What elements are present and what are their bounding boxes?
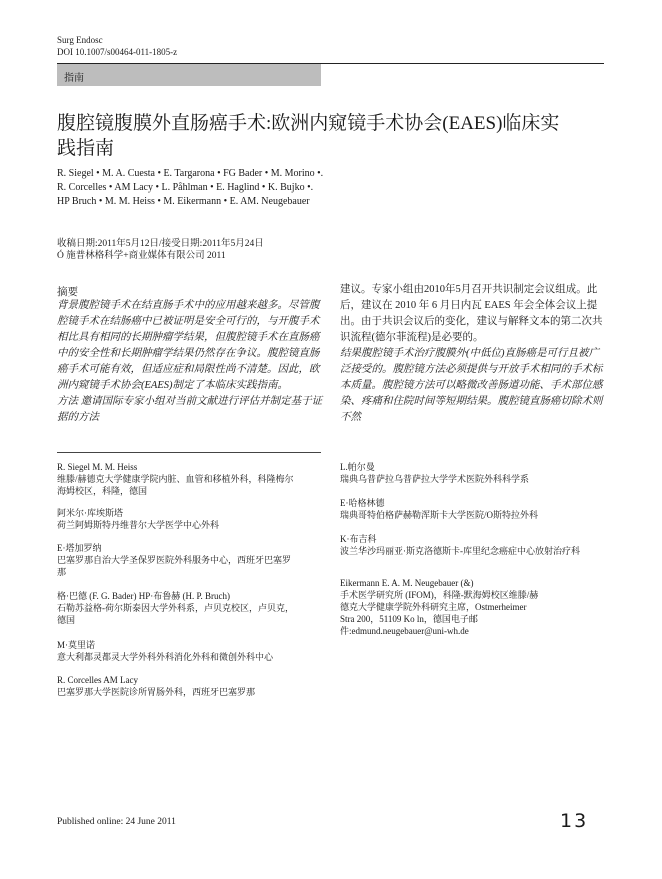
affiliation — [57, 461, 297, 497]
section-label: 指南 — [64, 73, 84, 84]
affiliation-name: E·哈格林德 — [340, 498, 385, 508]
affiliation-name: 阿米尔·库埃斯塔 — [57, 508, 123, 518]
abstract-continuation: 建议。专家小组由2010年5月召开共识制定会议组成。此后，建议在 2010 年 6 月日内瓦 EAES 年会全体会议上提出。由于共识会议后的变化，建议与解释文本的第二次共识流程(德尔菲流程)是必要的。 — [340, 284, 603, 343]
affiliation — [57, 590, 297, 626]
affiliation-text: 石勒苏益格-荷尔斯泰因大学外科系，卢贝克校区，卢贝克，德国 — [57, 603, 294, 625]
abstract-methods: 方法 邀请国际专家小组对当前文献进行评估并制定基于证据的方法 — [57, 396, 323, 423]
author-line: R. Siegel • M. A. Cuesta • E. Targarona • FG Bader • M. Morino •. — [57, 168, 324, 179]
affiliation-name: Eikermann E. A. M. Neugebauer (&) — [340, 578, 474, 588]
affiliation-name: K·布吉科 — [340, 534, 377, 544]
affiliation-name: E·塔加罗纳 — [57, 543, 102, 553]
abstract-heading: 摘要 — [57, 287, 78, 298]
affiliation-name: 格·巴德 (F. G. Bader) HP·布鲁赫 (H. P. Bruch) — [57, 591, 231, 601]
affiliation — [57, 674, 297, 698]
affiliation — [57, 542, 297, 578]
affiliation-text: 维滕/赫德克大学健康学院内脏、血管和移植外科，科隆梅尔海姆校区，科隆，德国 — [57, 474, 294, 496]
affiliation — [340, 497, 590, 521]
affiliation-name: R. Siegel M. M. Heiss — [57, 462, 138, 472]
abstract-background: 背景腹腔镜手术在结直肠手术中的应用越来越多。尽管腹腔镜手术在结肠癌中已被证明是安全可行的，与开腹手术相比具有相同的长期肿瘤学结果，但腹腔镜手术在直肠癌中的安全性和长期肿瘤学结果仍然存在争议。腹腔镜直肠癌手术可能有效，但适应症和局限性尚不清楚。因此，欧洲内窥镜手术协会(EAES)制定了本临床实践指南。 — [57, 300, 320, 391]
affiliation — [340, 533, 590, 557]
section-bar — [57, 64, 321, 86]
affiliation-name: M·莫里诺 — [57, 640, 95, 650]
article-dates — [57, 238, 264, 262]
abstract-left-column — [57, 298, 325, 426]
affiliation — [340, 577, 540, 637]
affiliation-text: 巴塞罗那自治大学圣保罗医院外科服务中心，西班牙巴塞罗那 — [57, 555, 292, 577]
affiliation-name: L.帕尔曼 — [340, 462, 375, 472]
abstract-right-column — [340, 282, 606, 426]
affiliation-text: 荷兰阿姆斯特丹维普尔大学医学中心外科 — [57, 520, 220, 530]
journal-name: Surg Endosc — [57, 35, 103, 45]
received-accepted-date: 收稿日期:2011年5月12日/接受日期:2011年5月24日 — [57, 239, 264, 249]
affiliation-text: 意大利都灵都灵大学外科外科消化外科和微创外科中心 — [57, 652, 274, 662]
affiliation-text: 瑞典乌普萨拉乌普萨拉大学学术医院外科科学系 — [340, 474, 530, 484]
affiliation-text: 巴塞罗那大学医院诊所胃肠外科，西班牙巴塞罗那 — [57, 687, 256, 697]
author-line: HP Bruch • M. M. Heiss • M. Eikermann • E. AM. Neugebauer — [57, 196, 310, 207]
published-online: Published online: 24 June 2011 — [57, 817, 176, 827]
affiliation — [57, 507, 297, 531]
paper-title: 腹腔镜腹膜外直肠癌手术:欧洲内窥镜手术协会(EAES)临床实践指南 — [57, 113, 560, 159]
affiliation — [340, 461, 590, 485]
journal-header — [57, 34, 177, 58]
author-list — [57, 167, 457, 209]
affiliation-text: 手术医学研究所 (IFOM)，科隆-默海姆校区维滕/赫德克大学健康学院外科研究主席，Ostmerheimer Stra 200，51109 Ko ln，德国电子邮件:edmund.neugebauer@uni-wh.de — [340, 590, 539, 636]
affiliation-text: 波兰华沙玛丽亚·斯克洛德斯卡-库里纪念癌症中心放射治疗科 — [340, 546, 580, 556]
abstract-results: 结果腹腔镜手术治疗腹膜外(中低位)直肠癌是可行且被广泛接受的。腹腔镜方法必须提供与开放手术相同的手术标本质量。腹腔镜方法可以略微改善肠道功能、手术部位感染、疼痛和住院时间等短期结果。腹腔镜直肠癌切除术则不然 — [340, 348, 603, 423]
affiliation-text: 瑞典哥特伯格萨赫勒浑斯卡大学医院/O斯特拉外科 — [340, 510, 539, 520]
affiliation-rule — [57, 452, 321, 453]
affiliation-name: R. Corcelles AM Lacy — [57, 675, 138, 685]
affiliation — [57, 639, 297, 663]
doi: DOI 10.1007/s00464-011-1805-z — [57, 47, 178, 57]
springer-page-mark: 13 — [560, 810, 589, 832]
copyright-line: Ó 施普林格科学+商业媒体有限公司 2011 — [57, 251, 226, 261]
author-line: R. Corcelles • AM Lacy • L. Påhlman • E. Haglind • K. Bujko •. — [57, 182, 314, 193]
